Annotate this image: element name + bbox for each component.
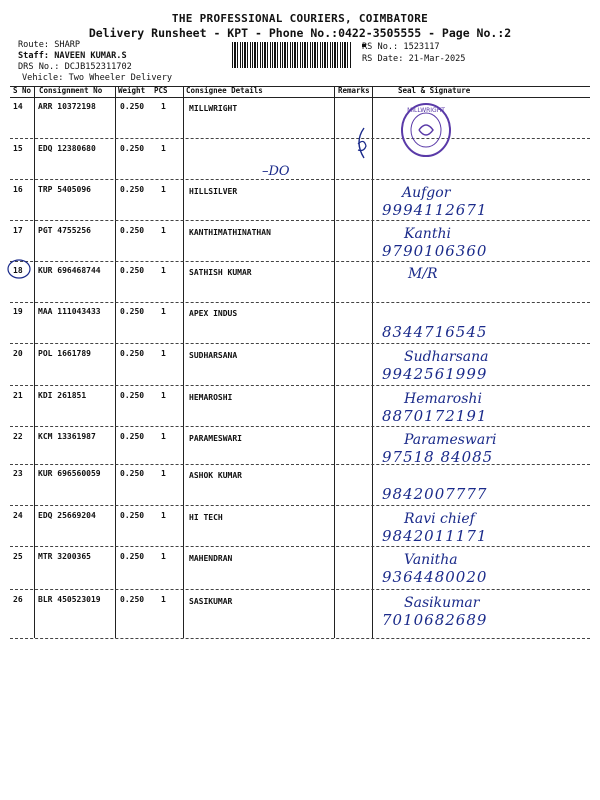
stamp-text: MILLWRIGHT	[407, 107, 445, 114]
row-pcs: 1	[161, 511, 166, 520]
row-weight: 0.250	[120, 349, 145, 358]
row-consignee: MILLWRIGHT	[189, 104, 238, 113]
row-consignment: BLR 450523019	[38, 595, 101, 604]
row-separator	[10, 220, 590, 221]
row-weight: 0.250	[120, 307, 145, 316]
row-sno: 18	[13, 266, 23, 275]
signature-phone: 8344716545	[382, 323, 488, 341]
row-sno: 17	[13, 226, 23, 235]
row-separator	[10, 505, 590, 506]
row-consignment: MTR 3200365	[38, 552, 91, 561]
row-consignment: TRP 5405096	[38, 185, 91, 194]
row-consignee: APEX INDUS	[189, 309, 238, 318]
row-pcs: 1	[161, 349, 166, 358]
row-consignee: SATHISH KUMAR	[189, 268, 252, 277]
signature-name: Sudharsana	[404, 349, 489, 365]
signature-phone: 9842007777	[382, 485, 488, 503]
row-separator	[10, 426, 590, 427]
row-consignment: POL 1661789	[38, 349, 91, 358]
signature-phone: 8870172191	[382, 407, 488, 425]
row-sno: 26	[13, 595, 23, 604]
row-separator	[10, 179, 590, 180]
col-header-consignment: Consignment No	[39, 86, 103, 95]
row-consignment: KUR 696468744	[38, 266, 101, 275]
row-sno: 19	[13, 307, 23, 316]
row-pcs: 1	[161, 226, 166, 235]
row-separator	[10, 302, 590, 303]
row-pcs: 1	[161, 552, 166, 561]
signature-phone: 9842011171	[382, 527, 488, 545]
row-consignment: KDI 261851	[38, 391, 87, 400]
row-weight: 0.250	[120, 185, 145, 194]
row-pcs: 1	[161, 266, 166, 275]
row-sno: 25	[13, 552, 23, 561]
col-divider	[183, 86, 184, 638]
row-weight: 0.250	[120, 391, 145, 400]
row-consignee: MAHENDRAN	[189, 554, 233, 563]
signature-name: Ravi chief	[404, 511, 475, 527]
row-pcs: 1	[161, 432, 166, 441]
row-weight: 0.250	[120, 595, 145, 604]
col-divider	[372, 86, 373, 638]
row-consignment: KCM 13361987	[38, 432, 96, 441]
row-separator	[10, 589, 590, 590]
row-consignee: HI TECH	[189, 513, 223, 522]
row-pcs: 1	[161, 469, 166, 478]
row-sno: 14	[13, 102, 23, 111]
rs-number: RS No.: 1523117	[362, 42, 440, 52]
drs-number: DRS No.: DCJB152311702	[18, 62, 132, 72]
row-weight: 0.250	[120, 144, 145, 153]
row-consignment: PGT 4755256	[38, 226, 91, 235]
route-label: Route: SHARP	[18, 40, 81, 50]
row-sno: 21	[13, 391, 23, 400]
row-consignment: MAA 111043433	[38, 307, 101, 316]
signature-name: Vanitha	[404, 552, 458, 568]
col-divider	[34, 86, 35, 638]
remark-bracket	[346, 126, 376, 162]
row-consignee: SASIKUMAR	[189, 597, 233, 606]
row-pcs: 1	[161, 144, 166, 153]
seal-stamp	[398, 100, 458, 162]
row-weight: 0.250	[120, 552, 145, 561]
row-weight: 0.250	[120, 469, 145, 478]
row-consignment: ARR 10372198	[38, 102, 96, 111]
row-weight: 0.250	[120, 102, 145, 111]
signature-name: Parameswari	[404, 432, 497, 448]
rs-date: RS Date: 21-Mar-2025	[362, 54, 466, 64]
col-header-weight: Weight	[118, 86, 146, 95]
signature-phone: 7010682689	[382, 611, 488, 629]
row-weight: 0.250	[120, 432, 145, 441]
row-consignee: HEMAROSHI	[189, 393, 233, 402]
col-header-remarks: Remarks	[338, 86, 370, 95]
row-pcs: 1	[161, 391, 166, 400]
signature-phone: 9364480020	[382, 568, 488, 586]
vehicle-label: Vehicle: Two Wheeler Delivery	[22, 73, 173, 83]
row-separator	[10, 464, 590, 465]
row-consignment: KUR 696560059	[38, 469, 101, 478]
row-pcs: 1	[161, 595, 166, 604]
row-consignment: EDQ 12380680	[38, 144, 96, 153]
row-separator	[10, 261, 590, 262]
signature-phone: 9942561999	[382, 365, 488, 383]
company-title: THE PROFESSIONAL COURIERS, COIMBATORE	[171, 12, 429, 25]
row-pcs: 1	[161, 307, 166, 316]
row-consignee: HILLSILVER	[189, 187, 238, 196]
table-header-border	[10, 97, 590, 98]
signature-phone: 9994112671	[382, 201, 488, 219]
signature-name: Aufgor	[402, 185, 451, 201]
row-separator	[10, 546, 590, 547]
row-sno: 22	[13, 432, 23, 441]
signature-name: Hemaroshi	[404, 391, 482, 407]
row-consignee: PARAMESWARI	[189, 434, 242, 443]
row-weight: 0.250	[120, 266, 145, 275]
signature-name: Kanthi	[404, 226, 451, 242]
signature-name: Sasikumar	[404, 595, 480, 611]
col-divider	[334, 86, 335, 638]
staff-label: Staff: NAVEEN KUMAR.S	[18, 51, 127, 61]
col-header-consignee: Consignee Details	[186, 86, 263, 95]
row-weight: 0.250	[120, 226, 145, 235]
row-separator	[10, 385, 590, 386]
barcode	[232, 42, 352, 68]
row-consignee: ASHOK KUMAR	[189, 471, 242, 480]
signature-phone: 97518 84085	[382, 448, 494, 466]
row-weight: 0.250	[120, 511, 145, 520]
row-separator	[10, 138, 590, 139]
row-circle	[6, 258, 34, 282]
row15-mark: –DO	[262, 164, 290, 179]
col-header-signature: Seal & Signature	[398, 86, 471, 95]
row-consignment: EDQ 25669204	[38, 511, 96, 520]
row-pcs: 1	[161, 185, 166, 194]
row-consignee: KANTHIMATHINATHAN	[189, 228, 271, 237]
row-separator	[10, 638, 590, 639]
col-header-pcs: PCS	[154, 86, 168, 95]
col-header-sno: S No	[13, 86, 32, 95]
row-separator	[10, 343, 590, 344]
row-sno: 15	[13, 144, 23, 153]
col-divider	[115, 86, 116, 638]
signature-name: M/R	[408, 266, 438, 282]
row-sno: 16	[13, 185, 23, 194]
row-sno: 20	[13, 349, 23, 358]
runsheet-subtitle: Delivery Runsheet - KPT - Phone No.:0422-3505555 - Page No.:2	[88, 26, 512, 40]
row-consignee: SUDHARSANA	[189, 351, 238, 360]
row-pcs: 1	[161, 102, 166, 111]
row-sno: 24	[13, 511, 23, 520]
row-sno: 23	[13, 469, 23, 478]
signature-phone: 9790106360	[382, 242, 488, 260]
